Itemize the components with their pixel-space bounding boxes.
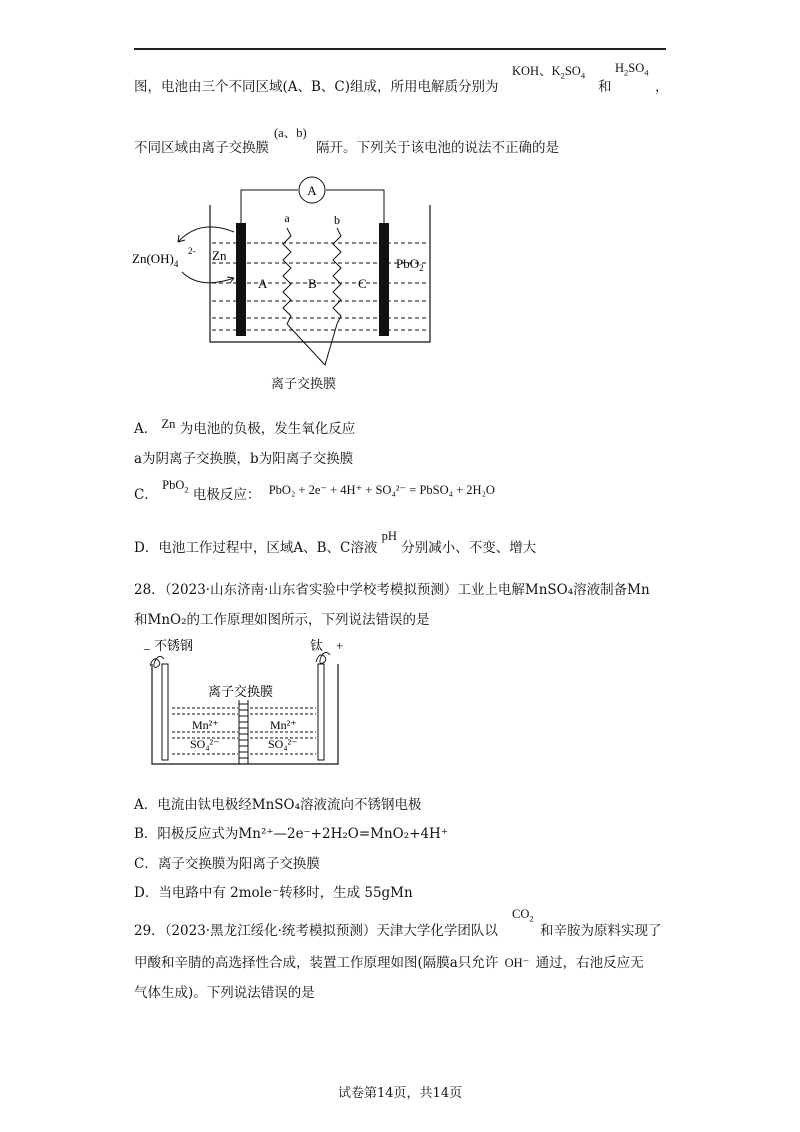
top-rule: [134, 48, 666, 50]
left-ion-mn: Mn²⁺: [192, 718, 219, 732]
q29-stem-line1-rest: 和辛胺为原料实现了: [540, 923, 662, 939]
ammeter-label: A: [307, 183, 317, 198]
right-ion-so4: SO₄²⁻: [268, 737, 298, 751]
membrane-b-label: b: [334, 213, 340, 227]
q29-co2: $CO_2$: [512, 907, 534, 924]
pbo2-electrode: [379, 223, 389, 336]
membrane-a: [283, 228, 291, 324]
intro-formula-h2so4: $H_2SO_4$: [615, 61, 649, 78]
right-ion-mn: Mn²⁺: [270, 718, 297, 732]
stainless-label: 不锈钢: [154, 639, 194, 654]
q29-stem-line3: 气体生成)。下列说法错误的是: [134, 985, 315, 1001]
right-coil-icon: [316, 652, 330, 663]
q28-option-d[interactable]: D．当电路中有 2mole⁻转移时，生成 55gMn: [134, 885, 413, 901]
region-b-label: B: [308, 276, 317, 291]
q29-stem-line2: 甲酸和辛腈的高选择性合成，装置工作原理如图(隔膜a只允许 OH⁻ 通过，右池反应无: [134, 955, 644, 971]
pbo2-label: PbO$_2$: [396, 256, 424, 273]
intro-line-2: 不同区域由离子交换膜: [134, 140, 269, 156]
q27-option-d[interactable]: D．电池工作过程中，区域A、B、C溶液 pH 分别减小、不变、增大: [134, 529, 537, 556]
q28-option-c[interactable]: C．离子交换膜为阳离子交换膜: [134, 856, 320, 872]
q27-option-c[interactable]: C． PbO$_2$ 电极反应： PbO₂ + 2e⁻ + 4H⁺ + SO₄²⁻ = PbSO₄ + 2H₂O: [134, 478, 495, 503]
titanium-electrode: [318, 664, 324, 760]
intro-formula-koh: KOH、$K_2SO_4$: [512, 64, 586, 81]
membrane-a-label: a: [284, 211, 290, 225]
zn-electrode: [236, 223, 246, 336]
battery-diagram: [130, 170, 450, 395]
cycle-arrow-icon: [178, 227, 234, 242]
membrane-label: 离子交换膜: [208, 685, 274, 700]
membrane-ladder: [239, 704, 248, 758]
intro-line-1: 图，电池由三个不同区域(A、B、C)组成，所用电解质分别为: [134, 79, 499, 95]
q27-option-a[interactable]: A． Zn 为电池的负极，发生氧化反应: [134, 417, 356, 437]
page-footer: 试卷第14页，共14页: [338, 1086, 463, 1101]
q27-option-b[interactable]: a为阴离子交换膜，b为阳离子交换膜: [134, 451, 354, 467]
intro-paren-ab: (a、b): [274, 126, 307, 140]
q28-option-b[interactable]: B．阳极反应式为Mn²⁺—2e⁻+2H₂O=MnO₂+4H⁺: [134, 826, 448, 842]
zn-label: Zn: [212, 248, 227, 263]
q29-stem-line1: 29．（2023·黑龙江绥化·统考模拟预测）天津大学化学团队以: [134, 923, 498, 939]
electrolysis-diagram: [140, 636, 350, 770]
q28-stem-line1: 28．（2023·山东济南·山东省实验中学校考模拟预测）工业上电解MnSO₄溶液制备Mn: [134, 582, 650, 598]
positive-sign: +: [336, 638, 344, 653]
q27-c-equation: PbO₂ + 2e⁻ + 4H⁺ + SO₄²⁻ = PbSO₄ + 2H₂O: [268, 483, 495, 497]
intro-line-2-rest: 隔开。下列关于该电池的说法不正确的是: [316, 140, 559, 156]
region-a-label: A: [258, 276, 268, 291]
negative-sign: _: [144, 637, 150, 651]
q28-option-a[interactable]: A．电流由钛电极经MnSO₄溶液流向不锈钢电极: [134, 797, 422, 813]
zn-complex-charge: 2-: [188, 246, 196, 256]
left-ion-so4: SO₄²⁻: [190, 737, 220, 751]
q28-stem-line2: 和MnO₂的工作原理如图所示，下列说法错误的是: [134, 612, 430, 628]
zn-complex-label: $Zn(OH)_4$: [132, 251, 179, 269]
intro-and: 和: [598, 79, 612, 95]
figure1-caption: 离子交换膜: [271, 377, 337, 392]
stainless-electrode: [162, 664, 168, 760]
titanium-label: 钛: [310, 639, 324, 654]
region-c-label: C: [358, 276, 367, 291]
membrane-b: [333, 228, 341, 324]
intro-comma: ，: [655, 79, 669, 95]
